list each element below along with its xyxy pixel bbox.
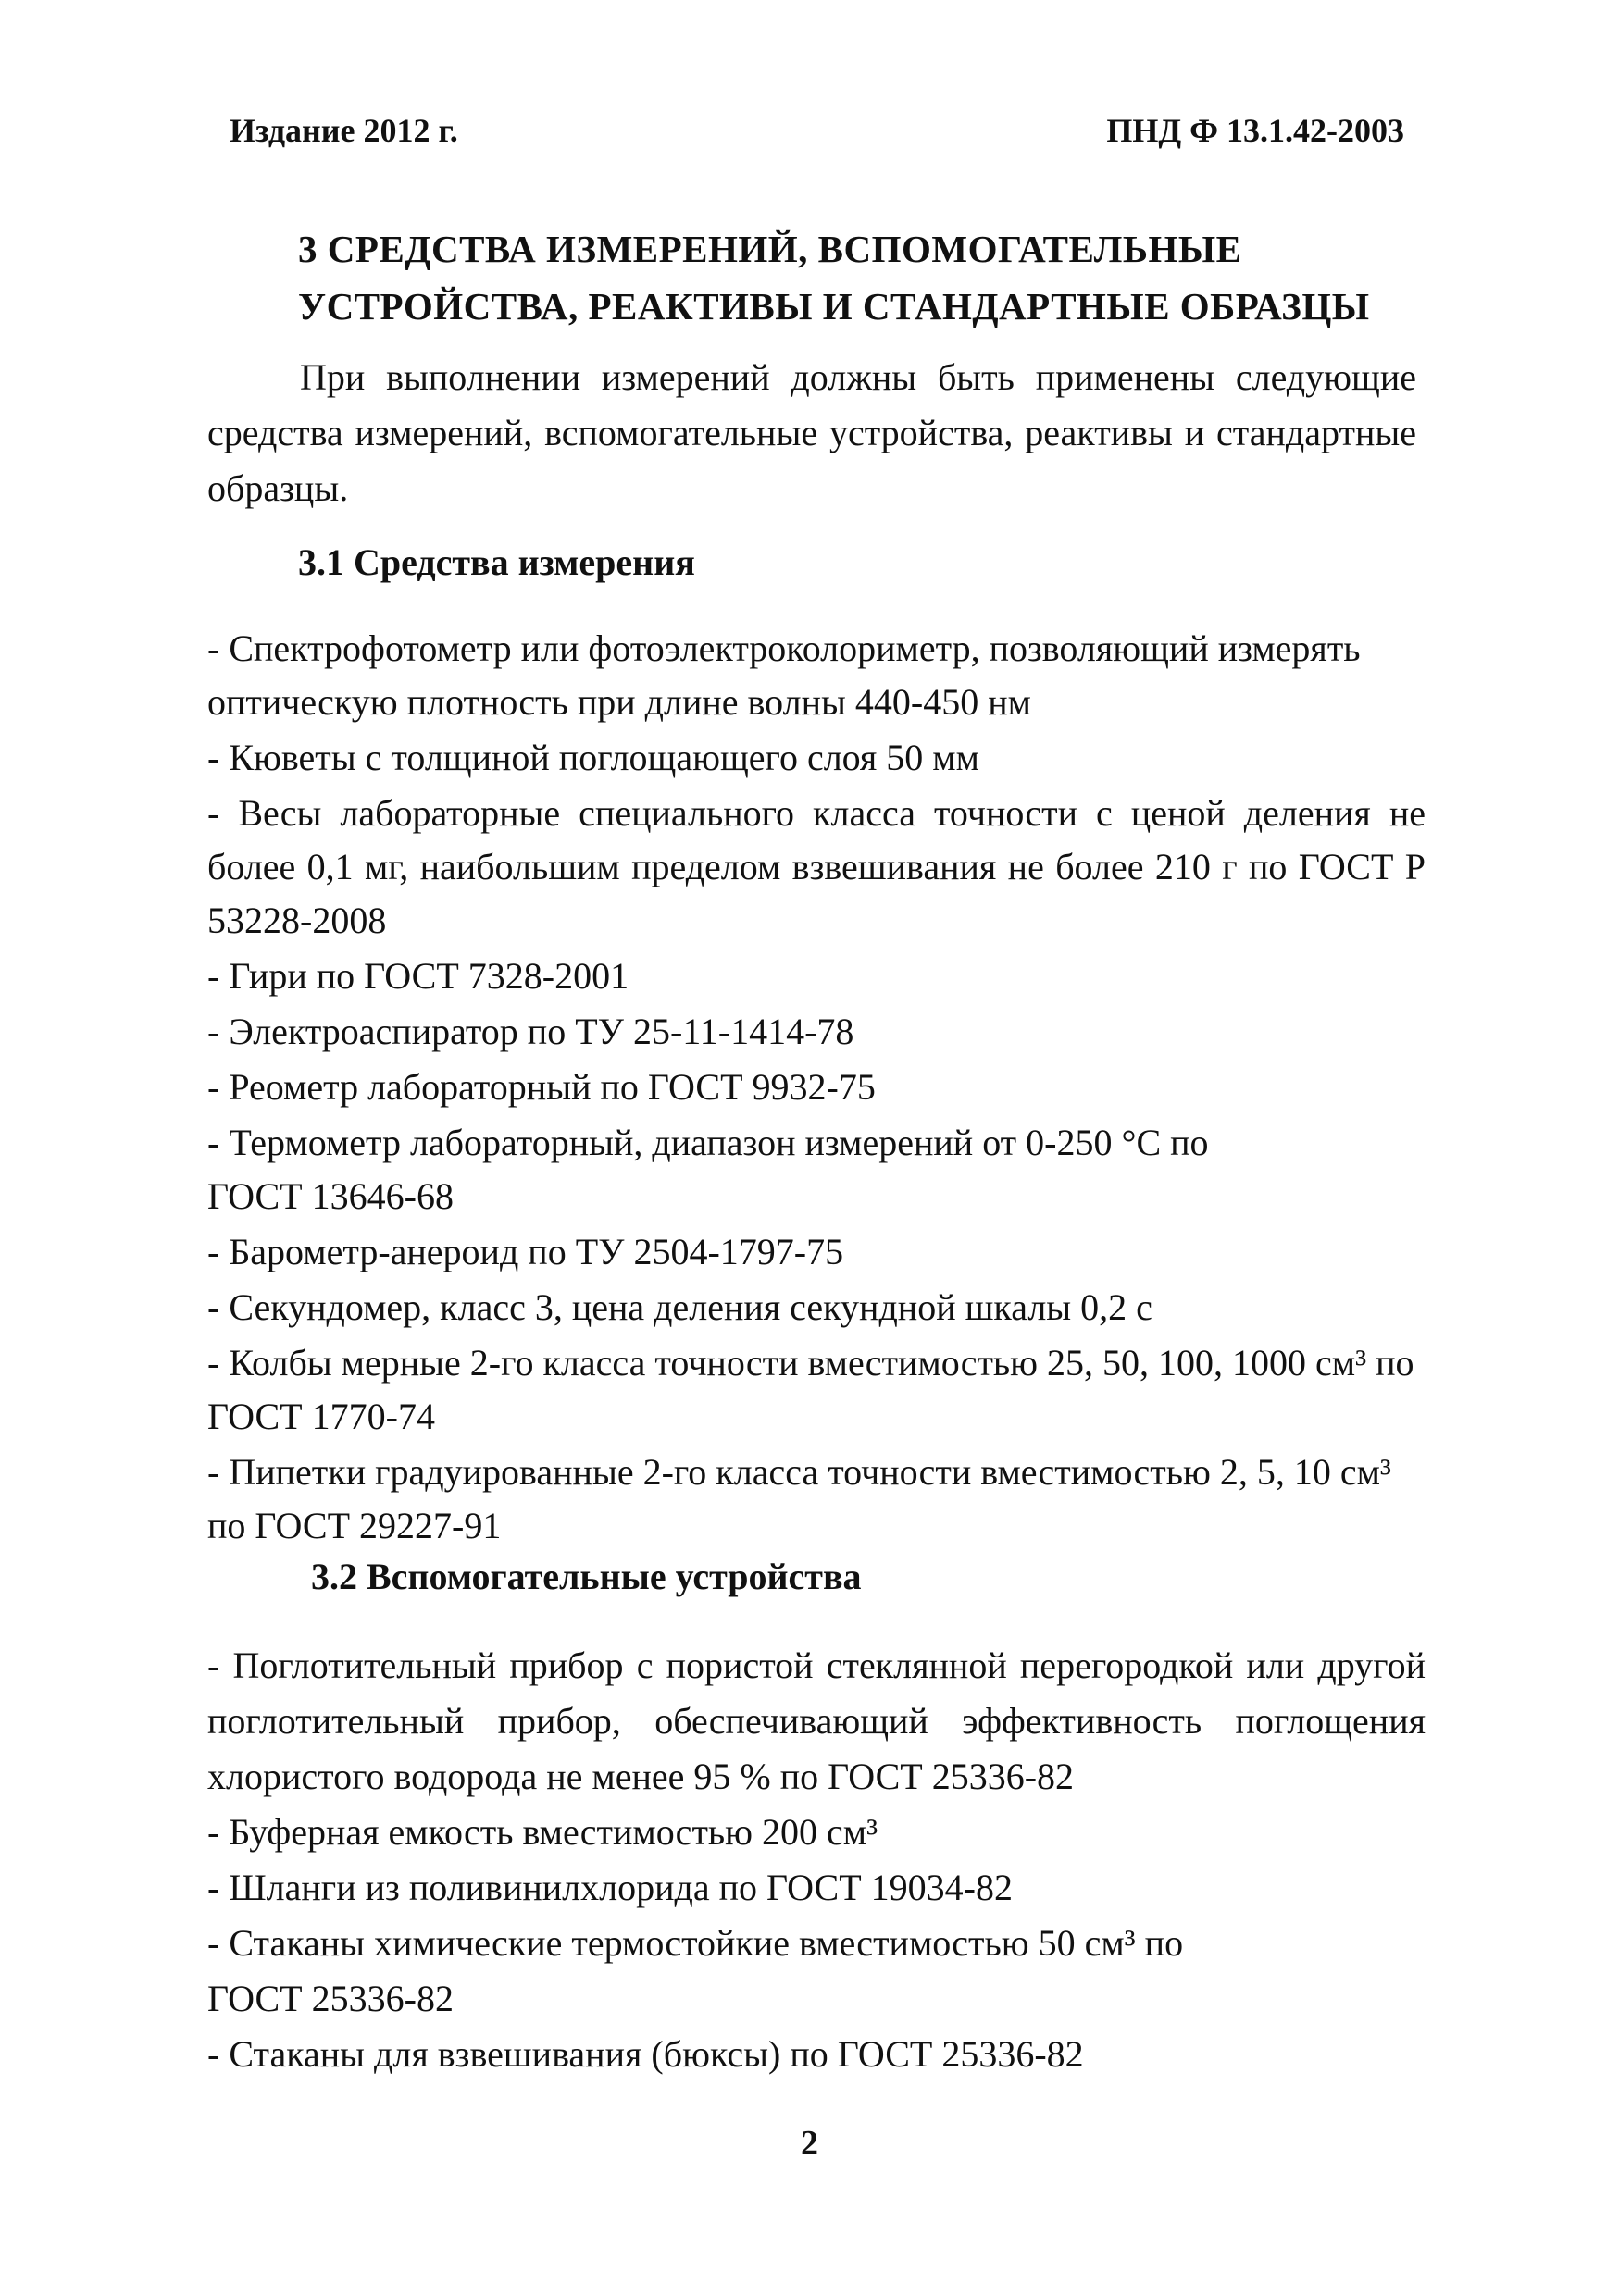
subsection-title-auxiliary-devices: 3.2 Вспомогательные устройства <box>311 1556 862 1597</box>
list-item: - Буферная емкость вместимостью 200 см³ <box>207 1811 878 1853</box>
measurement-tools-list <box>207 622 1426 1555</box>
list-item: - Стаканы химические термостойкие вместимостью 50 см³ по ГОСТ 25336-82 <box>207 1922 1184 2019</box>
list-item: - Секундомер, класс 3, цена деления секундной шкалы 0,2 с <box>207 1286 1152 1328</box>
list-item: - Реометр лабораторный по ГОСТ 9932-75 <box>207 1066 876 1108</box>
list-item: - Барометр-анероид по ТУ 2504-1797-75 <box>207 1231 844 1272</box>
list-item: - Термометр лабораторный, диапазон измерений от 0-250 °С по ГОСТ 13646-68 <box>207 1122 1209 1217</box>
list-item: - Электроаспиратор по ТУ 25-11-1414-78 <box>207 1011 854 1052</box>
list-item: - Шланги из поливинилхлорида по ГОСТ 19034-82 <box>207 1867 1013 1908</box>
intro-paragraph: При выполнении измерений должны быть применены следующие средства измерений, вспомогательные устройства, реактивы и стандартные образцы. <box>207 356 1416 509</box>
subsection-title-measurement-tools: 3.1 Средства измерения <box>298 541 695 583</box>
list-item: - Стаканы для взвешивания (бюксы) по ГОСТ 25336-82 <box>207 2033 1084 2075</box>
section-title-line-1: 3 СРЕДСТВА ИЗМЕРЕНИЙ, ВСПОМОГАТЕЛЬНЫЕ <box>298 228 1242 270</box>
document-code-header: ПНД Ф 13.1.42-2003 <box>1106 112 1404 149</box>
section-title-line-2: УСТРОЙСТВА, РЕАКТИВЫ И СТАНДАРТНЫЕ ОБРАЗЦЫ <box>298 285 1370 328</box>
list-item: - Колбы мерные 2-го класса точности вместимостью 25, 50, 100, 1000 см³ по ГОСТ 1770-74 <box>207 1342 1414 1437</box>
list-item: - Кюветы с толщиной поглощающего слоя 50 мм <box>207 737 979 778</box>
list-item: - Спектрофотометр или фотоэлектроколориметр, позволяющий измерять оптическую плотность при длине волны 440-450 нм <box>207 627 1361 723</box>
section-title <box>298 220 1369 335</box>
list-item: - Гири по ГОСТ 7328-2001 <box>207 955 629 997</box>
list-item: - Поглотительный прибор с пористой стеклянной перегородкой или другой поглотительный прибор, обеспечивающий эффективность поглощения хлористого водорода не менее 95 % по ГОСТ 25336-82 <box>207 1644 1426 1797</box>
auxiliary-devices-list <box>207 1638 1426 2082</box>
edition-header: Издание 2012 г. <box>230 112 458 149</box>
list-item: - Весы лабораторные специального класса точности с ценой деления не более 0,1 мг, наибольшим пределом взвешивания не более 210 г по ГОСТ Р 53228-2008 <box>207 792 1426 941</box>
page-number: 2 <box>801 2124 818 2163</box>
list-item: - Пипетки градуированные 2-го класса точности вместимостью 2, 5, 10 см³ по ГОСТ 29227-91 <box>207 1451 1391 1546</box>
